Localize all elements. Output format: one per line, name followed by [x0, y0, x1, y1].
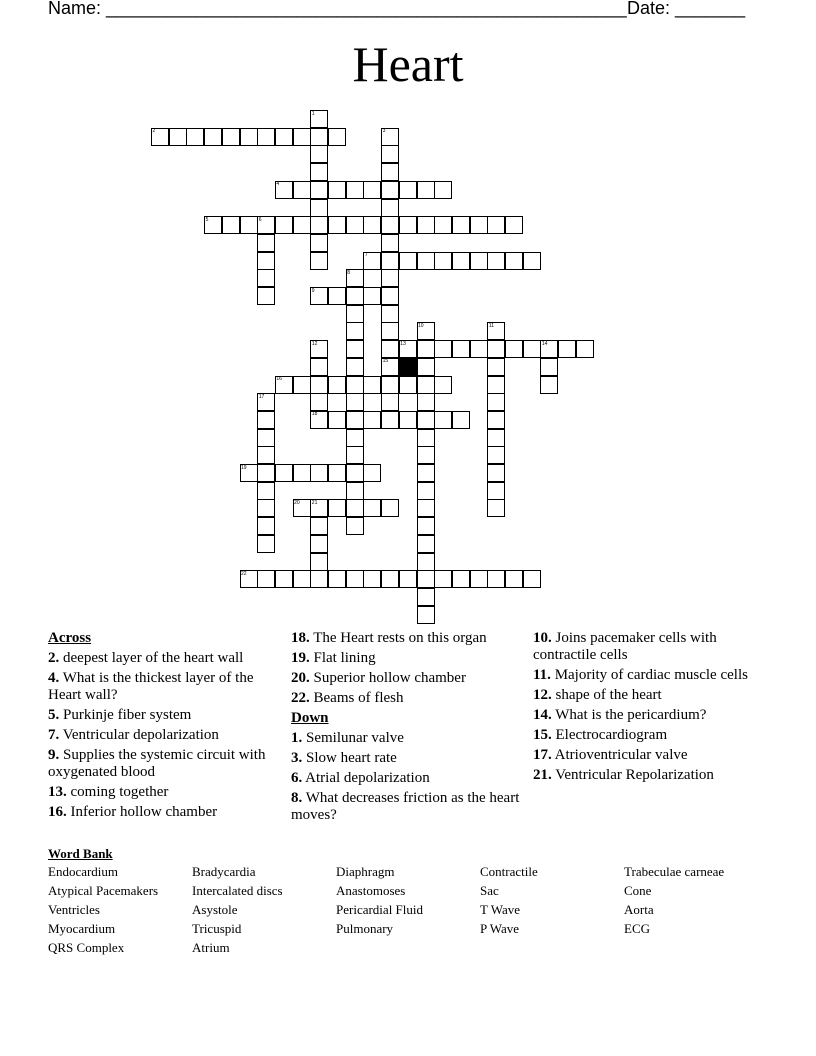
grid-cell[interactable] [363, 411, 381, 429]
grid-cell[interactable] [487, 499, 505, 517]
grid-cell[interactable] [417, 393, 435, 411]
grid-cell[interactable] [363, 216, 381, 234]
clue-num: 17. [533, 747, 552, 763]
word-bank-item: P Wave [480, 921, 520, 936]
clue-num: 6. [291, 770, 303, 786]
grid-cell[interactable] [523, 570, 541, 588]
clue-num: 15. [533, 727, 552, 743]
grid-cell[interactable] [399, 376, 417, 394]
across-heading: Across [48, 630, 92, 646]
grid-cell[interactable] [487, 446, 505, 464]
grid-cell[interactable] [346, 376, 364, 394]
clue-num: 16. [48, 804, 67, 820]
grid-cell[interactable] [293, 216, 311, 234]
grid-cell[interactable] [346, 499, 364, 517]
clue: 15. Electrocardiogram [533, 727, 668, 743]
clue-number: 3 [382, 128, 386, 135]
clue-num: 19. [291, 650, 310, 666]
grid-cell[interactable] [417, 181, 435, 199]
grid-cell[interactable] [417, 482, 435, 500]
clue-number: 18 [311, 411, 318, 418]
grid-cell[interactable] [328, 570, 346, 588]
grid-cell[interactable] [417, 446, 435, 464]
clue-number: 16 [276, 376, 282, 382]
down-heading: Down [291, 710, 329, 726]
grid-cell[interactable] [470, 340, 488, 358]
grid-cell[interactable] [363, 570, 381, 588]
clue-number: 14 [541, 340, 548, 347]
clue-number: 22 [241, 570, 247, 577]
grid-cell[interactable] [417, 535, 435, 553]
clue-number: 13 [400, 340, 406, 347]
word-bank-item: T Wave [480, 902, 520, 917]
word-bank-item: Endocardium [48, 864, 119, 879]
clue-number: 12 [311, 340, 318, 347]
page-title: Heart [352, 36, 464, 92]
grid-cell[interactable] [434, 181, 452, 199]
grid-cell[interactable] [310, 570, 328, 588]
clue-num: 13. [48, 784, 67, 800]
grid-cell[interactable] [310, 163, 328, 181]
grid-cell[interactable] [381, 322, 399, 340]
grid-cell[interactable] [452, 252, 470, 270]
word-bank-item: Intercalated discs [192, 883, 283, 898]
grid-cell[interactable] [346, 570, 364, 588]
clue-number: 5 [205, 216, 209, 223]
clue-num: 18. [291, 630, 310, 646]
grid-cell[interactable] [487, 340, 505, 358]
grid-cell[interactable] [346, 482, 364, 500]
grid-cell[interactable] [434, 376, 452, 394]
grid-cell[interactable] [186, 128, 204, 146]
grid-cell[interactable] [310, 252, 328, 270]
grid-cell[interactable] [399, 411, 417, 429]
grid-cell[interactable] [417, 358, 435, 376]
grid-cell[interactable] [487, 411, 505, 429]
clue-num: 20. [291, 670, 310, 686]
clue-number: 4 [276, 181, 280, 188]
clue-num: 2. [48, 650, 60, 666]
grid-cell[interactable] [381, 287, 399, 305]
date-field[interactable]: Date: _______ [627, 0, 746, 18]
word-bank-item: Trabeculae carneae [624, 864, 725, 879]
grid-cell[interactable] [505, 340, 523, 358]
grid-cell[interactable] [417, 553, 435, 571]
clues-column-3 [533, 630, 773, 787]
grid-cell[interactable] [381, 199, 399, 217]
grid-cell[interactable] [346, 464, 364, 482]
clue: 3. Slow heart rate [291, 750, 397, 766]
grid-cell[interactable] [346, 287, 364, 305]
clue: 4. What is the thickest layer of the Heart wall? [48, 670, 254, 703]
word-bank-item: Pericardial Fluid [336, 902, 424, 917]
clue-num: 8. [291, 790, 303, 806]
clue-num: 5. [48, 707, 60, 723]
word-bank-item: Cone [624, 883, 652, 898]
grid-cell[interactable] [293, 181, 311, 199]
clue-number: 17 [258, 393, 265, 400]
grid-cell[interactable] [257, 446, 275, 464]
grid-cell[interactable] [487, 570, 505, 588]
clue-number: 1 [311, 110, 315, 117]
grid-cell[interactable] [310, 517, 328, 535]
clue-num: 22. [291, 690, 310, 706]
grid-cell[interactable] [310, 393, 328, 411]
grid-cell[interactable] [310, 216, 328, 234]
grid-cell[interactable] [257, 517, 275, 535]
clue: 16. Inferior hollow chamber [48, 804, 218, 820]
clue: 14. What is the pericardium? [533, 707, 707, 723]
grid-cell[interactable] [293, 570, 311, 588]
grid-cell[interactable] [381, 393, 399, 411]
clue: 13. coming together [48, 784, 169, 800]
grid-cell[interactable] [399, 570, 417, 588]
grid-cell[interactable] [417, 429, 435, 447]
grid-cell[interactable] [487, 358, 505, 376]
clue-number: 11 [488, 322, 494, 329]
grid-cell[interactable] [257, 411, 275, 429]
grid-cell[interactable] [257, 128, 275, 146]
clue-num: 11. [533, 667, 551, 683]
grid-cell[interactable] [381, 269, 399, 287]
grid-cell[interactable] [310, 553, 328, 571]
grid-cell[interactable] [487, 429, 505, 447]
grid-cell[interactable] [417, 517, 435, 535]
grid-cell[interactable] [169, 128, 187, 146]
grid-cell[interactable] [505, 252, 523, 270]
clue: 1. Semilunar valve [291, 730, 404, 746]
grid-cell[interactable] [381, 216, 399, 234]
grid-cell[interactable] [310, 199, 328, 217]
grid-cell[interactable] [257, 234, 275, 252]
grid-cell[interactable] [275, 128, 293, 146]
clue-number: 8 [347, 269, 350, 276]
clue-num: 12. [533, 687, 552, 703]
clue: 5. Purkinje fiber system [48, 707, 192, 723]
clue-num: 14. [533, 707, 552, 723]
grid-cell[interactable] [310, 234, 328, 252]
grid-cell[interactable] [346, 411, 364, 429]
grid-cell[interactable] [417, 570, 435, 588]
grid-cell[interactable] [328, 499, 346, 517]
grid-cell[interactable] [363, 376, 381, 394]
grid-cell[interactable] [487, 464, 505, 482]
grid-cell[interactable] [275, 216, 293, 234]
grid-cell[interactable] [346, 340, 364, 358]
grid-cell[interactable] [346, 358, 364, 376]
grid-cell[interactable] [328, 376, 346, 394]
grid-cell[interactable] [310, 535, 328, 553]
clue: 21. Ventricular Repolarization [533, 767, 714, 783]
grid-cell[interactable] [417, 376, 435, 394]
grid-cell[interactable] [310, 128, 328, 146]
grid-cell[interactable] [558, 340, 576, 358]
grid-cell[interactable] [204, 128, 222, 146]
word-bank-item: Asystole [192, 902, 238, 917]
clue: 12. shape of the heart [533, 687, 662, 703]
clue-number: 15 [382, 358, 389, 365]
clue: 22. Beams of flesh [291, 690, 404, 706]
grid-cell[interactable] [487, 376, 505, 394]
clue: 11. Majority of cardiac muscle cells [533, 667, 748, 683]
clue-num: 4. [48, 670, 60, 686]
grid-cell[interactable] [257, 482, 275, 500]
grid-cell[interactable] [257, 570, 275, 588]
clue-num: 9. [48, 747, 60, 763]
clue-number: 9 [311, 287, 315, 294]
word-bank-item: Contractile [480, 864, 538, 879]
grid-cell[interactable] [505, 216, 523, 234]
grid-cell[interactable] [417, 499, 435, 517]
grid-cell[interactable] [363, 287, 381, 305]
grid-cell[interactable] [381, 234, 399, 252]
grid-cell[interactable] [381, 181, 399, 199]
grid-cell[interactable] [346, 305, 364, 323]
grid-cell[interactable] [470, 252, 488, 270]
word-bank-item: QRS Complex [48, 940, 125, 955]
grid-cell[interactable] [240, 216, 258, 234]
grid-cell[interactable] [417, 606, 435, 624]
grid-cell[interactable] [328, 128, 346, 146]
clue: 9. Supplies the systemic circuit with oxygenated blood [48, 747, 266, 780]
clue: 6. Atrial depolarization [291, 770, 430, 786]
black-cell [399, 358, 417, 376]
grid-cell[interactable] [346, 216, 364, 234]
grid-cell[interactable] [293, 464, 311, 482]
clues-column-1 [48, 630, 288, 824]
clue: 17. Atrioventricular valve [533, 747, 688, 763]
clue-number: 6 [258, 216, 262, 223]
word-bank-item: Atrium [192, 940, 230, 955]
word-bank-item: Aorta [624, 902, 654, 917]
grid-cell[interactable] [417, 464, 435, 482]
grid-cell[interactable] [346, 517, 364, 535]
word-bank-title: Word Bank [48, 846, 113, 861]
clue-number: 21 [311, 499, 318, 506]
grid-cell[interactable] [222, 216, 240, 234]
grid-cell[interactable] [328, 216, 346, 234]
clue-number: 7 [364, 252, 368, 259]
word-bank-item: Anastomoses [336, 883, 406, 898]
grid-cell[interactable] [452, 216, 470, 234]
grid-cell[interactable] [381, 411, 399, 429]
grid-cell[interactable] [240, 128, 258, 146]
word-bank-item: Bradycardia [192, 864, 256, 879]
grid-cell[interactable] [346, 429, 364, 447]
grid-cell[interactable] [257, 287, 275, 305]
grid-cell[interactable] [470, 570, 488, 588]
grid-cell[interactable] [257, 464, 275, 482]
grid-cell[interactable] [346, 181, 364, 199]
grid-cell[interactable] [310, 145, 328, 163]
clue: 19. Flat lining [291, 650, 376, 666]
grid-cell[interactable] [487, 482, 505, 500]
clue: 8. What decreases friction as the heart moves? [291, 790, 520, 823]
clue: 7. Ventricular depolarization [48, 727, 219, 743]
clue: 18. The Heart rests on this organ [291, 630, 487, 646]
clue-number: 20 [294, 499, 300, 506]
clue-number: 19 [241, 464, 247, 471]
clue-number: 2 [152, 128, 156, 135]
grid-cell[interactable] [505, 570, 523, 588]
grid-cell[interactable] [328, 411, 346, 429]
grid-cell[interactable] [363, 181, 381, 199]
clue: 10. Joins pacemaker cells with contractile cells [533, 630, 717, 663]
grid-cell[interactable] [328, 464, 346, 482]
grid-cell[interactable] [310, 376, 328, 394]
grid-cell[interactable] [452, 411, 470, 429]
grid-cell[interactable] [293, 128, 311, 146]
grid-cell[interactable] [576, 340, 594, 358]
grid-cell[interactable] [381, 340, 399, 358]
word-bank-item: ECG [624, 921, 650, 936]
grid-cell[interactable] [310, 358, 328, 376]
grid-cell[interactable] [399, 216, 417, 234]
grid-cell[interactable] [434, 252, 452, 270]
grid-cell[interactable] [381, 376, 399, 394]
grid-cell[interactable] [381, 252, 399, 270]
grid-cell[interactable] [487, 252, 505, 270]
grid-cell[interactable] [328, 181, 346, 199]
grid-cell[interactable] [328, 287, 346, 305]
clue: 2. deepest layer of the heart wall [48, 650, 244, 666]
clue-num: 21. [533, 767, 552, 783]
grid-cell[interactable] [523, 340, 541, 358]
grid-cell[interactable] [417, 588, 435, 606]
clue-num: 7. [48, 727, 60, 743]
grid-cell[interactable] [452, 570, 470, 588]
grid-cell[interactable] [346, 393, 364, 411]
clue-num: 3. [291, 750, 303, 766]
grid-cell[interactable] [257, 429, 275, 447]
clues-column-2 [291, 630, 531, 827]
clue-num: 10. [533, 630, 552, 646]
clue-num: 1. [291, 730, 303, 746]
grid-cell[interactable] [417, 340, 435, 358]
grid-cell[interactable] [222, 128, 240, 146]
word-bank-item: Tricuspid [192, 921, 242, 936]
grid-cell[interactable] [487, 393, 505, 411]
grid-cell[interactable] [434, 570, 452, 588]
word-bank-item: Diaphragm [336, 864, 395, 879]
word-bank-item: Myocardium [48, 921, 116, 936]
grid-cell[interactable] [381, 570, 399, 588]
grid-cell[interactable] [470, 216, 488, 234]
grid-cell[interactable] [381, 145, 399, 163]
grid-cell[interactable] [399, 252, 417, 270]
clue: 20. Superior hollow chamber [291, 670, 466, 686]
word-bank-item: Atypical Pacemakers [48, 883, 159, 898]
grid-cell[interactable] [363, 464, 381, 482]
grid-cell[interactable] [293, 376, 311, 394]
grid-cell[interactable] [540, 376, 558, 394]
grid-cell[interactable] [275, 464, 293, 482]
grid-cell[interactable] [417, 411, 435, 429]
grid-cell[interactable] [381, 499, 399, 517]
word-bank-item: Pulmonary [336, 921, 394, 936]
clue-number: 10 [418, 322, 424, 329]
grid-cell[interactable] [417, 216, 435, 234]
grid-cell[interactable] [434, 216, 452, 234]
grid-cell[interactable] [363, 499, 381, 517]
grid-cell[interactable] [540, 358, 558, 376]
grid-cell[interactable] [399, 181, 417, 199]
grid-cell[interactable] [346, 322, 364, 340]
grid-cell[interactable] [381, 305, 399, 323]
grid-cell[interactable] [310, 464, 328, 482]
grid-cell[interactable] [310, 181, 328, 199]
grid-cell[interactable] [257, 252, 275, 270]
grid-cell[interactable] [434, 340, 452, 358]
word-bank-item: Ventricles [48, 902, 100, 917]
grid-cell[interactable] [257, 499, 275, 517]
grid-cell[interactable] [487, 216, 505, 234]
grid-cell[interactable] [381, 163, 399, 181]
grid-cell[interactable] [275, 570, 293, 588]
grid-cell[interactable] [434, 411, 452, 429]
word-bank-item: Sac [480, 883, 499, 898]
name-field[interactable]: Name: ____________________________________________________ [48, 0, 627, 18]
grid-cell[interactable] [257, 269, 275, 287]
grid-cell[interactable] [452, 340, 470, 358]
grid-cell[interactable] [523, 252, 541, 270]
grid-cell[interactable] [417, 252, 435, 270]
grid-cell[interactable] [257, 535, 275, 553]
grid-cell[interactable] [346, 446, 364, 464]
